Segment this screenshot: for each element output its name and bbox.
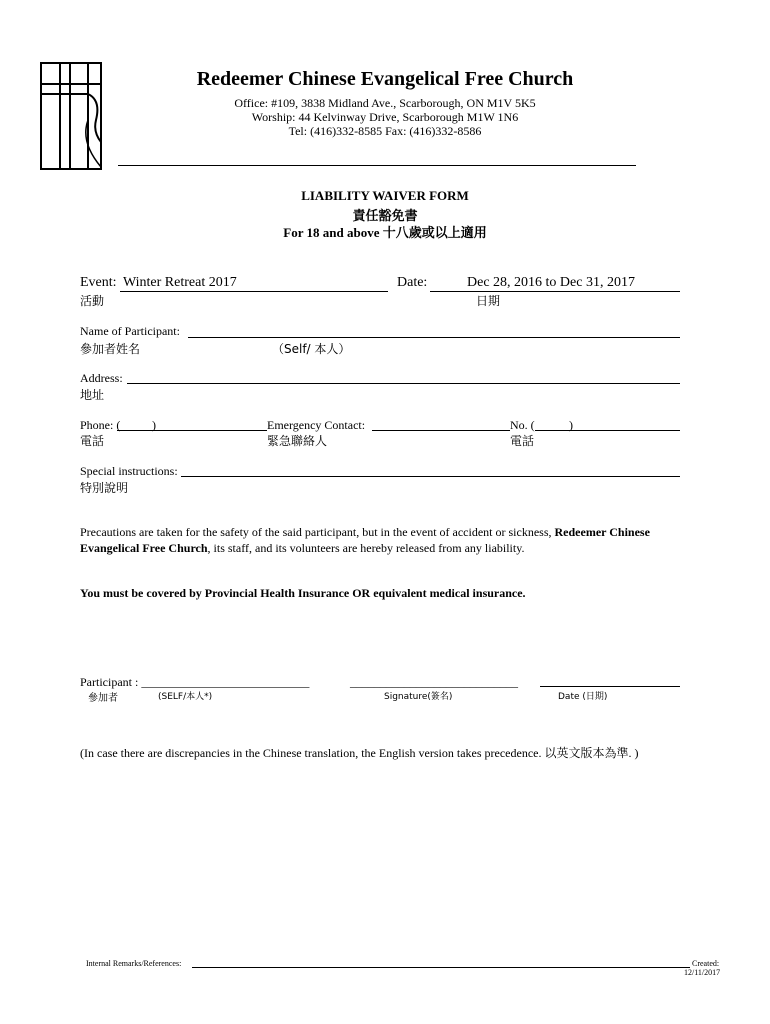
participant-name-chinese: 參加者姓名 — [80, 342, 141, 356]
date-field[interactable] — [430, 291, 680, 292]
event-value: Winter Retreat 2017 — [123, 275, 237, 290]
precautions-church-name: Redeemer Chinese Evangelical Free Church — [80, 525, 650, 555]
event-field[interactable] — [120, 291, 388, 292]
phone-label-chinese: 電話 — [80, 434, 105, 448]
header-divider — [118, 165, 636, 166]
date-label: Date: — [397, 275, 428, 290]
phone-paren: ) — [152, 418, 156, 432]
created-date: 12/11/2017 — [684, 968, 721, 977]
precautions-paragraph — [80, 524, 690, 556]
date-value: Dec 28, 2016 to Dec 31, 2017 — [467, 275, 635, 290]
special-instructions-chinese: 特別說明 — [80, 481, 129, 495]
translation-note: (In case there are discrepancies in the Chinese translation, the English version takes precedence. 以英文版本為準. ) — [80, 746, 639, 760]
signature-date-label: Date (日期) — [558, 692, 608, 702]
self-label: (SELF/本人*) — [158, 692, 213, 702]
contact-phone-fax: Tel: (416)332-8585 Fax: (416)332-8586 — [288, 124, 482, 138]
special-instructions-label: Special instructions: — [80, 464, 178, 478]
participant-name-label: Name of Participant: — [80, 324, 180, 338]
worship-address: Worship: 44 Kelvinway Drive, Scarborough M1W 1N6 — [251, 110, 519, 124]
form-title-chinese: 責任豁免書 — [352, 209, 418, 224]
self-note: （Self/ 本人） — [272, 342, 351, 356]
phone-field[interactable] — [117, 430, 267, 431]
emergency-phone-chinese: 電話 — [510, 434, 535, 448]
created-label: Created: — [692, 959, 720, 968]
form-title: LIABILITY WAIVER FORM — [301, 188, 469, 203]
age-requirement: For 18 and above 十八歲或以上適用 — [283, 225, 487, 240]
emergency-contact-chinese: 緊急聯絡人 — [267, 434, 328, 448]
participant-signature-label: Participant : ____________________________ — [80, 675, 310, 689]
internal-remarks-field[interactable] — [192, 967, 690, 968]
participant-chinese: 參加者 — [88, 693, 118, 704]
event-label: Event: — [80, 275, 117, 290]
precautions-text-2: , its staff, and its volunteers are hereby released from any liability. — [207, 541, 525, 555]
address-field[interactable] — [127, 383, 680, 384]
phone-label: Phone: ( — [80, 418, 121, 432]
signature-label: Signature(簽名) — [384, 692, 453, 702]
address-label-chinese: 地址 — [80, 388, 105, 402]
participant-name-field[interactable] — [188, 337, 680, 338]
signature-line[interactable]: ____________________________ — [350, 675, 518, 689]
emergency-contact-label: Emergency Contact: — [267, 418, 366, 432]
church-name: Redeemer Chinese Evangelical Free Church — [196, 68, 574, 90]
date-label-chinese: 日期 — [476, 294, 501, 308]
emergency-phone-label: No. ( — [510, 418, 535, 432]
emergency-phone-field[interactable] — [535, 430, 680, 431]
special-instructions-field[interactable] — [181, 476, 680, 477]
office-address: Office: #109, 3838 Midland Ave., Scarborough, ON M1V 5K5 — [234, 96, 536, 110]
emergency-phone-paren: ) — [569, 418, 573, 432]
precautions-text-1: Precautions are taken for the safety of the said participant, but in the event of accident or sickness, — [80, 525, 555, 539]
address-label: Address: — [80, 371, 123, 385]
signature-date-field[interactable] — [540, 686, 680, 687]
insurance-notice: You must be covered by Provincial Health Insurance OR equivalent medical insurance. — [80, 586, 526, 600]
event-label-chinese: 活動 — [80, 294, 105, 308]
emergency-contact-field[interactable] — [372, 430, 510, 431]
internal-remarks-label: Internal Remarks/References: — [86, 959, 182, 968]
